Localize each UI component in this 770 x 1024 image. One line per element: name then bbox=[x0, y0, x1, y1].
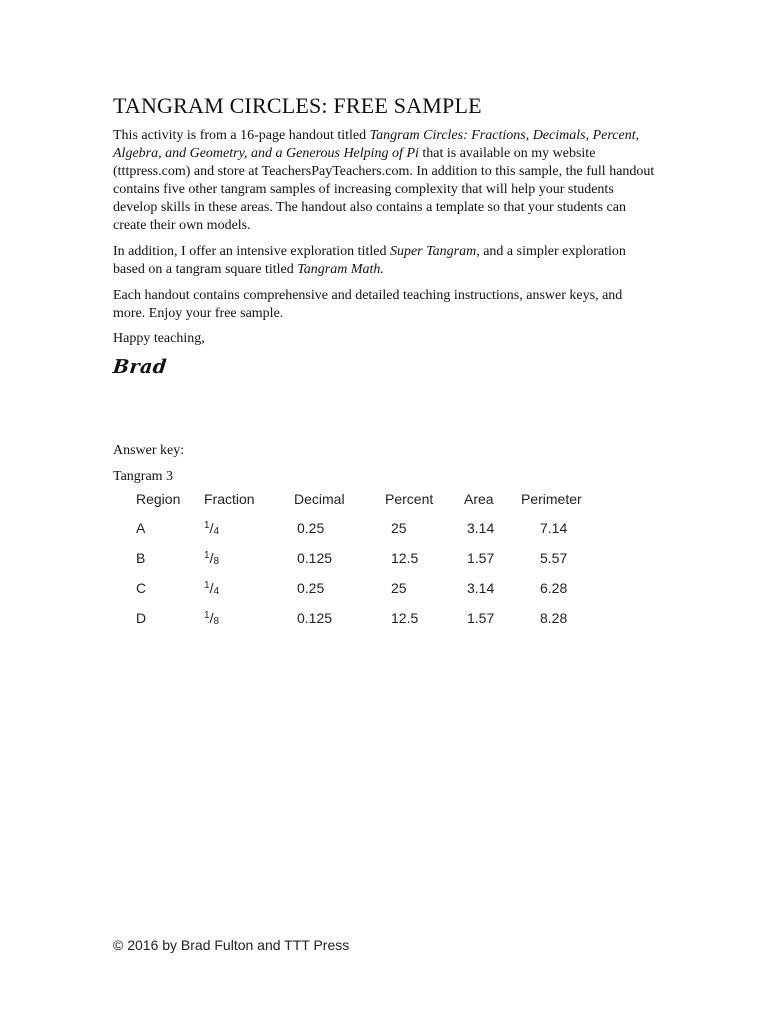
handout-title: Tangram Circles: Fractions, Decimals, Percent, Algebra, and Geometry, and a Generous Helping of Pi bbox=[113, 128, 640, 161]
region-cell: D bbox=[136, 610, 147, 626]
header-percent: Percent bbox=[385, 491, 434, 507]
intro-paragraph bbox=[113, 127, 658, 235]
decimal-cell: 0.125 bbox=[297, 550, 333, 566]
tangram-math-title: Tangram Math. bbox=[297, 262, 384, 277]
percent-cell: 25 bbox=[391, 520, 407, 536]
percent-cell: 25 bbox=[391, 580, 407, 596]
fraction-cell bbox=[204, 580, 219, 597]
intro-text-1: This activity is from a 16-page handout titled bbox=[113, 128, 370, 143]
fraction-numerator: 1 bbox=[204, 520, 210, 531]
fraction-slash: / bbox=[209, 580, 214, 596]
area-cell: 3.14 bbox=[467, 520, 495, 536]
handout-contents-paragraph: Each handout contains comprehensive and detailed teaching instructions, answer keys, and more. Enjoy your free sample. bbox=[113, 288, 623, 321]
area-cell: 1.57 bbox=[467, 550, 495, 566]
fraction-numerator: 1 bbox=[204, 550, 210, 561]
decimal-cell: 0.125 bbox=[297, 610, 333, 626]
closing-line: Happy teaching, bbox=[113, 331, 205, 346]
header-perimeter: Perimeter bbox=[521, 491, 582, 507]
page-title: TANGRAM CIRCLES: FREE SAMPLE bbox=[113, 93, 482, 118]
fraction-slash: / bbox=[209, 610, 214, 626]
header-fraction: Fraction bbox=[204, 491, 255, 507]
fraction-denominator: 8 bbox=[213, 616, 220, 627]
fraction-cell bbox=[204, 610, 219, 627]
fraction-denominator: 8 bbox=[213, 556, 220, 567]
header-area: Area bbox=[464, 491, 494, 507]
fraction-slash: / bbox=[209, 550, 214, 566]
tangram-label: Tangram 3 bbox=[113, 469, 174, 484]
addition-paragraph bbox=[113, 243, 658, 279]
fraction-numerator: 1 bbox=[204, 580, 210, 591]
fraction-cell bbox=[204, 520, 219, 537]
percent-cell: 12.5 bbox=[391, 550, 419, 566]
addition-text-1: In addition, I offer an intensive exploration titled bbox=[113, 244, 390, 259]
region-cell: B bbox=[136, 550, 146, 566]
intro-text-2: that is available on my website (tttpress.com) and store at TeachersPayTeachers.com. In addition to this sample, the full handout contains five other tangram samples of increasing complexity that will help your students develop skills in these areas. The handout also contains a template so that your students can create their own models. bbox=[113, 146, 655, 233]
fraction-numerator: 1 bbox=[204, 610, 210, 621]
addition-text-2: , and a simpler exploration based on a tangram square titled bbox=[113, 244, 626, 277]
region-cell: C bbox=[136, 580, 147, 596]
perimeter-cell: 8.28 bbox=[540, 610, 568, 626]
copyright-footer: © 2016 by Brad Fulton and TTT Press bbox=[113, 937, 350, 953]
decimal-cell: 0.25 bbox=[297, 580, 325, 596]
header-decimal: Decimal bbox=[294, 491, 345, 507]
signature: Brad bbox=[111, 356, 168, 378]
percent-cell: 12.5 bbox=[391, 610, 419, 626]
fraction-cell bbox=[204, 550, 219, 567]
super-tangram-title: Super Tangram bbox=[389, 244, 477, 259]
answer-key-label: Answer key: bbox=[113, 443, 185, 458]
area-cell: 1.57 bbox=[467, 610, 495, 626]
perimeter-cell: 5.57 bbox=[540, 550, 568, 566]
fraction-denominator: 4 bbox=[213, 586, 220, 597]
perimeter-cell: 6.28 bbox=[540, 580, 568, 596]
header-region: Region bbox=[136, 491, 181, 507]
fraction-denominator: 4 bbox=[213, 526, 220, 537]
area-cell: 3.14 bbox=[467, 580, 495, 596]
fraction-slash: / bbox=[209, 520, 214, 536]
region-cell: A bbox=[136, 520, 146, 536]
decimal-cell: 0.25 bbox=[297, 520, 325, 536]
perimeter-cell: 7.14 bbox=[540, 520, 568, 536]
